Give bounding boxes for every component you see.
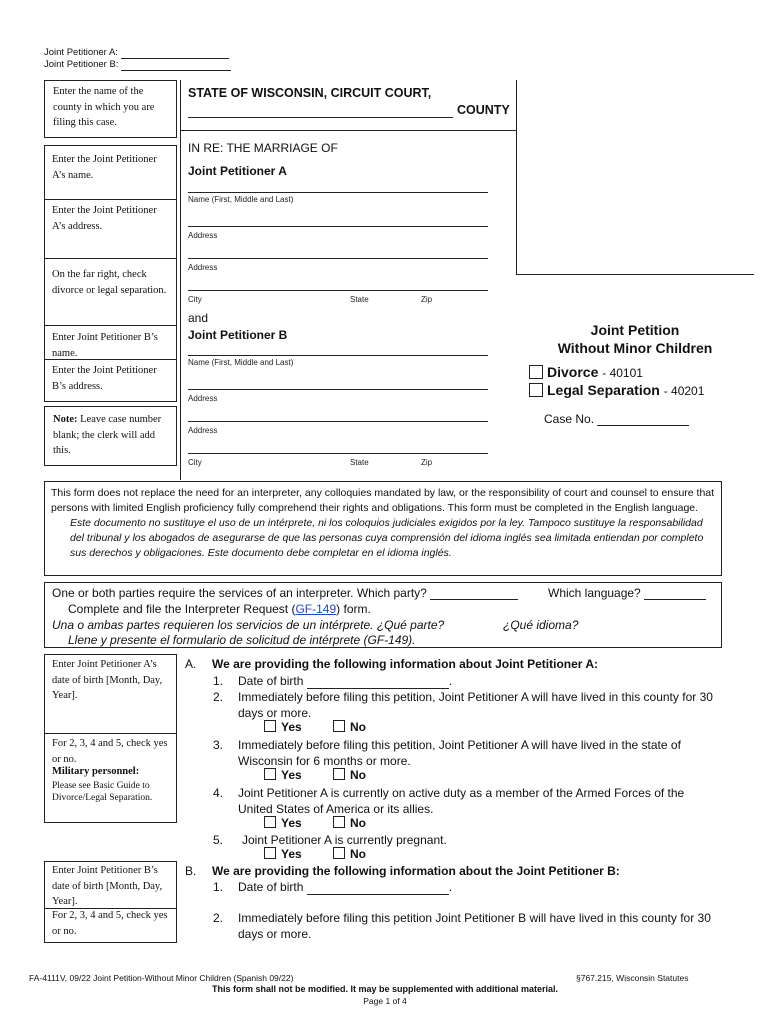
sidebar-pet-b-address-instr: Enter the Joint Petitioner B’s address. [52, 365, 157, 392]
a-item4-yes-checkbox[interactable] [264, 816, 276, 828]
interpreter-party-field[interactable] [430, 599, 518, 600]
a-item5-no[interactable]: No [333, 847, 366, 861]
a-item5-yes-checkbox[interactable] [264, 847, 276, 859]
section-b-heading: We are providing the following information about the Joint Petitioner B: [212, 864, 620, 878]
a-item3-no[interactable]: No [333, 768, 366, 782]
form-title-line2: Without Minor Children [557, 340, 713, 356]
pet-a-name-field[interactable] [188, 192, 488, 193]
a-item2-no-checkbox[interactable] [333, 720, 345, 732]
interpreter-es3: Llene y presente el formulario de solicitud de intérprete (GF-149). [68, 633, 416, 647]
pet-a-address1-field[interactable] [188, 226, 488, 227]
sidebar-pet-b-dob-instr: Enter Joint Petitioner B’s date of birth [Month, Day, Year]. [52, 865, 163, 907]
language-notice [44, 481, 722, 576]
b-item1: Date of birth . [238, 880, 453, 894]
sidebar-far-right-instr: On the far right, check divorce or legal separation. [52, 269, 167, 296]
petitioner-b-field[interactable] [121, 70, 231, 71]
b-item2-num: 2. [213, 911, 224, 925]
footer-statute: §767.215, Wisconsin Statutes [576, 973, 689, 983]
pet-b-name-field[interactable] [188, 355, 488, 356]
pet-a-address2-field[interactable] [188, 258, 488, 259]
a-item4-num: 4. [213, 786, 224, 800]
notice-english: This form does not replace the need for an interpreter, any colloquies mandated by law, or the responsibility of court and counsel to ensure that persons with limited English proficiency fully comprehend their rights and obligations. This form must be completed in the English language. [51, 487, 715, 514]
pet-a-address1-label: Address [188, 231, 218, 240]
county-label: COUNTY [457, 103, 510, 117]
form-title [520, 321, 750, 357]
b-item1-num: 1. [213, 880, 224, 894]
b-dob-field[interactable] [307, 894, 449, 895]
court-heading: STATE OF WISCONSIN, CIRCUIT COURT, [188, 86, 432, 100]
sidebar-pet-b-name-instr: Enter Joint Petitioner B’s name. [52, 332, 158, 359]
a-item2: Immediately before filing this petition, Joint Petitioner A will have lived in this county for 30 days or more. [238, 690, 713, 720]
section-a-heading: We are providing the following information about Joint Petitioner A: [212, 657, 598, 671]
pet-b-address2-field[interactable] [188, 421, 488, 422]
sidebar-county-box [44, 80, 177, 138]
interpreter-q2: Which language? [548, 586, 706, 600]
divorce-option[interactable] [529, 364, 643, 380]
pet-b-state-label: State [350, 458, 369, 467]
a-item3-yes[interactable]: Yes [264, 768, 302, 782]
pet-b-caption-label: Joint Petitioner B [188, 328, 288, 342]
section-b-letter: B. [185, 864, 197, 878]
divorce-label: Divorce [547, 364, 599, 380]
sidebar-check-instr: For 2, 3, 4 and 5, check yes or no. [52, 738, 168, 765]
case-no-field[interactable] [597, 425, 689, 426]
a-item1-num: 1. [213, 674, 224, 688]
pet-b-city-field[interactable] [188, 453, 488, 454]
county-field[interactable] [188, 117, 453, 118]
legal-separation-code: - 40201 [663, 384, 705, 398]
sidebar-note-box [44, 406, 177, 466]
footer-form-id: FA-4111V, 09/22 Joint Petition-Without Minor Children (Spanish 09/22) [29, 973, 294, 983]
header-petitioner-a-label: Joint Petitioner A: [44, 47, 118, 58]
note-label: Note: [53, 414, 78, 425]
pet-a-zip-label: Zip [421, 295, 433, 304]
a-item2-no[interactable]: No [333, 720, 366, 734]
pet-a-city-label: City [188, 295, 202, 304]
notice-spanish: Este documento no sustituye el uso de un intérprete, ni los coloquios judiciales exigidos por la ley. Tampoco sustituye la responsabilidad del tribunal y los abogados de asegurarse de que las personas cuya comprensión del idioma inglés sea limitada entiendan por completo sus derechos y obligaciones. Este documento debe completar en el idioma inglés. [70, 517, 704, 559]
legal-separation-checkbox[interactable] [529, 383, 543, 397]
interpreter-es1: Una o ambas partes requieren los servicios de un intérprete. ¿Qué parte? [52, 618, 445, 632]
pet-b-zip-label: Zip [421, 458, 433, 467]
sidebar-pet-a-dob-instr: Enter Joint Petitioner A’s date of birth [Month, Day, Year]. [52, 659, 163, 701]
section-a-letter: A. [185, 657, 197, 671]
military-label: Military personnel: [52, 766, 140, 777]
a-item4: Joint Petitioner A is currently on active duty as a member of the Armed Forces of the United States of America or its allies. [238, 786, 685, 816]
footer-page: Page 1 of 4 [363, 996, 407, 1006]
a-item4-yes[interactable]: Yes [264, 816, 302, 830]
a-item2-num: 2. [213, 690, 224, 704]
sidebar-county-instr: Enter the name of the county in which you are filing this case. [53, 86, 155, 128]
a-item3-yes-checkbox[interactable] [264, 768, 276, 780]
in-re-label: IN RE: THE MARRIAGE OF [188, 141, 338, 155]
form-title-line1: Joint Petition [590, 322, 680, 338]
pet-a-caption-label: Joint Petitioner A [188, 164, 287, 178]
legal-separation-label: Legal Separation [547, 382, 660, 398]
a-item4-no-checkbox[interactable] [333, 816, 345, 828]
note-text: Leave case number blank; the clerk will add this. [53, 414, 162, 456]
a-item5-num: 5. [213, 833, 224, 847]
pet-b-city-label: City [188, 458, 202, 467]
a-item2-yes-checkbox[interactable] [264, 720, 276, 732]
interpreter-instruction: Complete and file the Interpreter Request (GF-149) form. [68, 602, 371, 616]
b-item2: Immediately before filing this petition Joint Petitioner B will have lived in this county for 30 days or more. [238, 911, 711, 941]
a-item3-num: 3. [213, 738, 224, 752]
sidebar-pet-a-name-instr: Enter the Joint Petitioner A’s name. [52, 154, 157, 181]
gf-149-link[interactable]: GF-149 [295, 602, 337, 616]
header-petitioners [44, 47, 231, 71]
interpreter-language-field[interactable] [644, 599, 706, 600]
pet-a-state-label: State [350, 295, 369, 304]
case-number [544, 412, 689, 426]
pet-a-address2-label: Address [188, 263, 218, 272]
pet-b-name-label: Name (First, Middle and Last) [188, 358, 294, 367]
a-item3: Immediately before filing this petition, Joint Petitioner A will have lived in the state of Wisconsin for 6 months or more. [238, 738, 681, 768]
interpreter-q1: One or both parties require the services of an interpreter. Which party? [52, 586, 518, 600]
a-item3-no-checkbox[interactable] [333, 768, 345, 780]
a-item4-no[interactable]: No [333, 816, 366, 830]
interpreter-es2: ¿Qué idioma? [503, 618, 579, 632]
sidebar-pet-a-address-instr: Enter the Joint Petitioner A’s address. [52, 205, 157, 232]
sidebar-check-instr-b: For 2, 3, 4 and 5, check yes or no. [52, 910, 168, 937]
pet-a-city-field[interactable] [188, 290, 488, 291]
pet-b-address1-label: Address [188, 394, 218, 403]
divorce-checkbox[interactable] [529, 365, 543, 379]
a-item2-yes[interactable]: Yes [264, 720, 302, 734]
pet-b-address1-field[interactable] [188, 389, 488, 390]
a-item1: Date of birth . [238, 674, 453, 688]
a-item5-no-checkbox[interactable] [333, 847, 345, 859]
divorce-code: - 40101 [602, 366, 643, 380]
a-item5: Joint Petitioner A is currently pregnant. [242, 833, 447, 847]
header-petitioner-b-label: Joint Petitioner B: [44, 59, 119, 70]
pet-b-address2-label: Address [188, 426, 218, 435]
legal-separation-option[interactable] [529, 382, 704, 398]
footer-notice: This form shall not be modified. It may be supplemented with additional material. [211, 984, 559, 994]
pet-a-name-label: Name (First, Middle and Last) [188, 195, 294, 204]
and-label: and [188, 311, 209, 325]
case-no-label: Case No. [544, 412, 595, 426]
a-item5-yes[interactable]: Yes [264, 847, 302, 861]
military-text: Please see Basic Guide to Divorce/Legal Separation. [52, 781, 153, 803]
